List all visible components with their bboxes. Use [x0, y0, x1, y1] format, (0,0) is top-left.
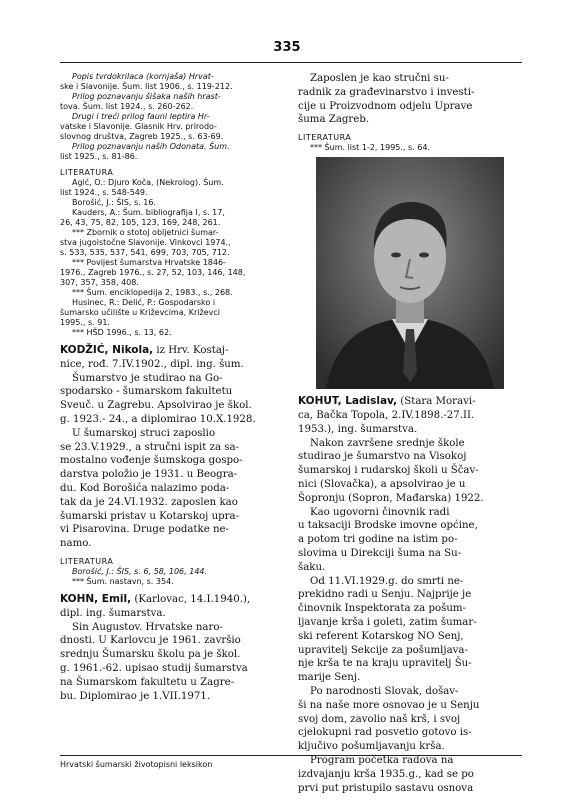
lit-line: šumarsko učilište u Križevcima, Križevci	[60, 308, 220, 317]
lit-line: Husinec, R.: Delić, P.: Gospodarsko i	[72, 298, 216, 307]
entry-line: a potom tri godine na istim po-	[298, 534, 458, 546]
page-footer: Hrvatski šumarski životopisni leksikon	[60, 760, 213, 769]
entry-line: na Šumarskom fakultetu u Zagre-	[60, 676, 235, 688]
lit-line: Borošić, J.: ŠIS, s. 16.	[72, 198, 156, 207]
bib-line: ske i Slavonije. Šum. list 1906., s. 119-212.	[60, 82, 233, 91]
entry-line: g. 1961.-62. upisao studij šumarstva	[60, 662, 248, 674]
lit-line: *** HŠD 1996., s. 13, 62.	[72, 328, 172, 337]
entry-line: srednju Šumarsku školu pa je škol.	[60, 649, 241, 661]
bibliography-list	[60, 72, 286, 162]
entry-line: vi Pisarovina. Druge podatke ne-	[60, 524, 229, 536]
entry-line: ključivo pošumljavanju krša.	[298, 741, 445, 753]
entry-kohut	[298, 395, 522, 795]
entry-line: Po narodnosti Slovak, došav-	[310, 685, 459, 697]
entry-line: nici (Slovačka), a apsolvirao je u	[298, 478, 466, 490]
lit-line: *** Povijest šumarstva Hrvatske 1846-	[72, 258, 226, 267]
lit-line: 1976., Zagreb 1976., s. 27, 52, 103, 146, 148,	[60, 268, 246, 277]
entry-line: slovima u Direkciji šuma na Su-	[298, 547, 462, 559]
lit-line: stva jugoistočne Slavonije. Vinkovci 1974.,	[60, 238, 231, 247]
entry-line: prekidno radi u Senju. Najprije je	[298, 589, 472, 601]
right-column	[298, 72, 522, 795]
entry-line: cjelokupni rad posvetio gotovo is-	[298, 727, 472, 739]
bib-line: slovnog društva, Zagreb 1925., s. 63-69.	[60, 132, 224, 141]
left-column	[60, 72, 286, 703]
entry-line: Kao ugovorni činovnik radi	[310, 506, 450, 518]
entry-heading: KODŽIĆ, Nikola,	[60, 344, 154, 356]
entry-line: upravitelj Sekcije za pošumljava-	[298, 644, 468, 656]
entry-line: Šopronju (Sopron, Mađarska) 1922.	[298, 492, 484, 504]
entry-line: nice, rođ. 7.IV.1902., dipl. ing. šum.	[60, 358, 244, 370]
entry-line: dnosti. U Karlovcu je 1961. završio	[60, 635, 241, 647]
entry-line: mostalno vođenje šumskoga gospo-	[60, 455, 243, 467]
entry-line: Šumarstvo je studirao na Go-	[72, 372, 223, 384]
entry-line: se 23.V.1929., a stručni ispit za sa-	[60, 441, 240, 453]
entry-line: nje krša te na kraju upravitelj Šu-	[298, 658, 472, 670]
entry-line: ca, Bačka Topola, 2.IV.1898.-27.II.	[298, 409, 475, 421]
bib-line: Popis tvrdokrilaca (kornjaša) Hrvat-	[72, 72, 214, 81]
lit-line: 307, 357, 358, 408.	[60, 278, 139, 287]
entry-line: cije u Proizvodnom odjelu Uprave	[298, 100, 473, 112]
lit-line: *** Šum. nastavn, s. 354.	[72, 576, 174, 586]
entry-line: (Karlovac, 14.I.1940.),	[134, 593, 251, 605]
bib-line: list 1925., s. 81-86.	[60, 152, 138, 161]
entry-line: šuma Zagreb.	[298, 114, 370, 126]
bib-line: Prilog poznavanju šišaka naših hrast-	[72, 92, 221, 101]
entry-line: marije Senj.	[298, 672, 361, 684]
top-rule	[60, 62, 522, 63]
lit-line: *** Šum. enciklopedija 2, 1983., s., 268.	[72, 288, 233, 297]
entry-line: izdvajanju krša 1935.g., kad se po	[298, 768, 474, 780]
entry-line: šumarski pristav u Kotarskoj upra-	[60, 510, 240, 522]
entry-line: ši na naše more osnovao je u Senju	[298, 699, 480, 711]
entry-line: bu. Diplomirao je 1.VII.1971.	[60, 690, 211, 702]
entry-line: Program početka radova na	[310, 754, 454, 766]
portrait-photo	[316, 157, 504, 389]
entry-line: ski referent Kotarskog NO Senj,	[298, 630, 464, 642]
bottom-rule	[60, 755, 522, 756]
lit-line: 26, 43, 75, 82, 105, 123, 169, 248, 261.	[60, 218, 221, 227]
entry-line: iz Hrv. Kostaj-	[156, 345, 229, 356]
entry-line: 1953.), ing. šumarstva.	[298, 423, 418, 435]
bib-line: vatske i Slavonije. Glasnik Hrv. prirodo-	[60, 122, 217, 131]
entry-line: ljavanje krša i goleti, zatim šumar-	[298, 616, 477, 628]
entry-kodzic	[60, 344, 286, 551]
entry-line: dipl. ing. šumarstva.	[60, 607, 166, 619]
lit-line: *** Šum. list 1-2, 1995., s. 64.	[310, 143, 430, 153]
bib-line: Prilog poznavanju naših Odonata. Šum.	[72, 142, 230, 151]
entry-line: Sveuč. u Zagrebu. Apsolvirao je škol.	[60, 400, 252, 412]
entry-line: činovnik Inspektorata za pošum-	[298, 603, 466, 615]
lit-line: Kauders, A.: Šum. bibliografija I, s. 17,	[72, 208, 225, 217]
entry-line: prvi put pristupilo sastavu osnova	[298, 782, 474, 794]
literature-heading: LITERATURA	[60, 556, 114, 566]
lit-line: Agić, O.: Djuro Koča, (Nekrolog). Šum.	[72, 178, 224, 187]
bib-line: Drugi i treći prilog fauni leptira Hr-	[72, 112, 210, 121]
entry-kohn-continued	[298, 72, 522, 127]
entry-line: studirao je šumarstvo na Visokoj	[298, 451, 467, 463]
literature-heading: LITERATURA	[298, 133, 352, 143]
entry-line: radnik za građevinarstvo i investi-	[298, 86, 475, 98]
entry-line: svoj dom, zavolio naš krš, i svoj	[298, 713, 461, 725]
entry-line: Sin Augustov. Hrvatske naro-	[72, 621, 223, 633]
entry-heading: KOHUT, Ladislav,	[298, 395, 398, 408]
entry-line: g. 1923.- 24., a diplomirao 10.X.1928.	[60, 413, 256, 425]
entry-line: namo.	[60, 538, 92, 550]
entry-line: šaku.	[298, 561, 326, 573]
literature-heading: LITERATURA	[60, 168, 114, 177]
entry-heading: KOHN, Emil,	[60, 592, 132, 605]
lit-line: list 1924., s. 548-549.	[60, 188, 148, 197]
entry-line: du. Kod Borošića nalazimo poda-	[60, 482, 230, 494]
entry-line: u taksaciji Brodske imovne općine,	[298, 520, 478, 532]
lit-line: *** Zbornik o stotoj obljetnici šumar-	[72, 228, 219, 237]
entry-line: Nakon završene srednje škole	[310, 437, 465, 449]
entry-line: (Stara Moravi-	[400, 396, 476, 408]
entry-line: spodarsko - šumarskom fakultetu	[60, 386, 233, 398]
lit-line: s. 533, 535, 537, 541, 699, 703, 705, 712.	[60, 248, 230, 257]
entry-line: darstva položio je 1931. u Beogra-	[60, 469, 238, 481]
bib-line: tova. Šum. list 1924., s. 260-262.	[60, 102, 194, 111]
lit-line: Borošić, J.: ŠIS, s. 6, 58, 106, 144.	[72, 566, 208, 576]
entry-line: tak da je 24.VI.1932. zaposlen kao	[60, 496, 238, 508]
entry-line: Zaposlen je kao stručni su-	[310, 73, 449, 84]
literature-list	[60, 178, 286, 338]
entry-line: Od 11.VI.1929.g. do smrti ne-	[310, 575, 464, 587]
entry-line: U šumarskoj struci zaposlio	[72, 427, 216, 439]
entry-line: šumarskoj i rudarskoj školi u Ščav-	[298, 465, 479, 477]
lit-line: 1995., s. 91.	[60, 318, 110, 327]
page-number: 335	[273, 40, 301, 55]
entry-kohn	[60, 593, 286, 703]
